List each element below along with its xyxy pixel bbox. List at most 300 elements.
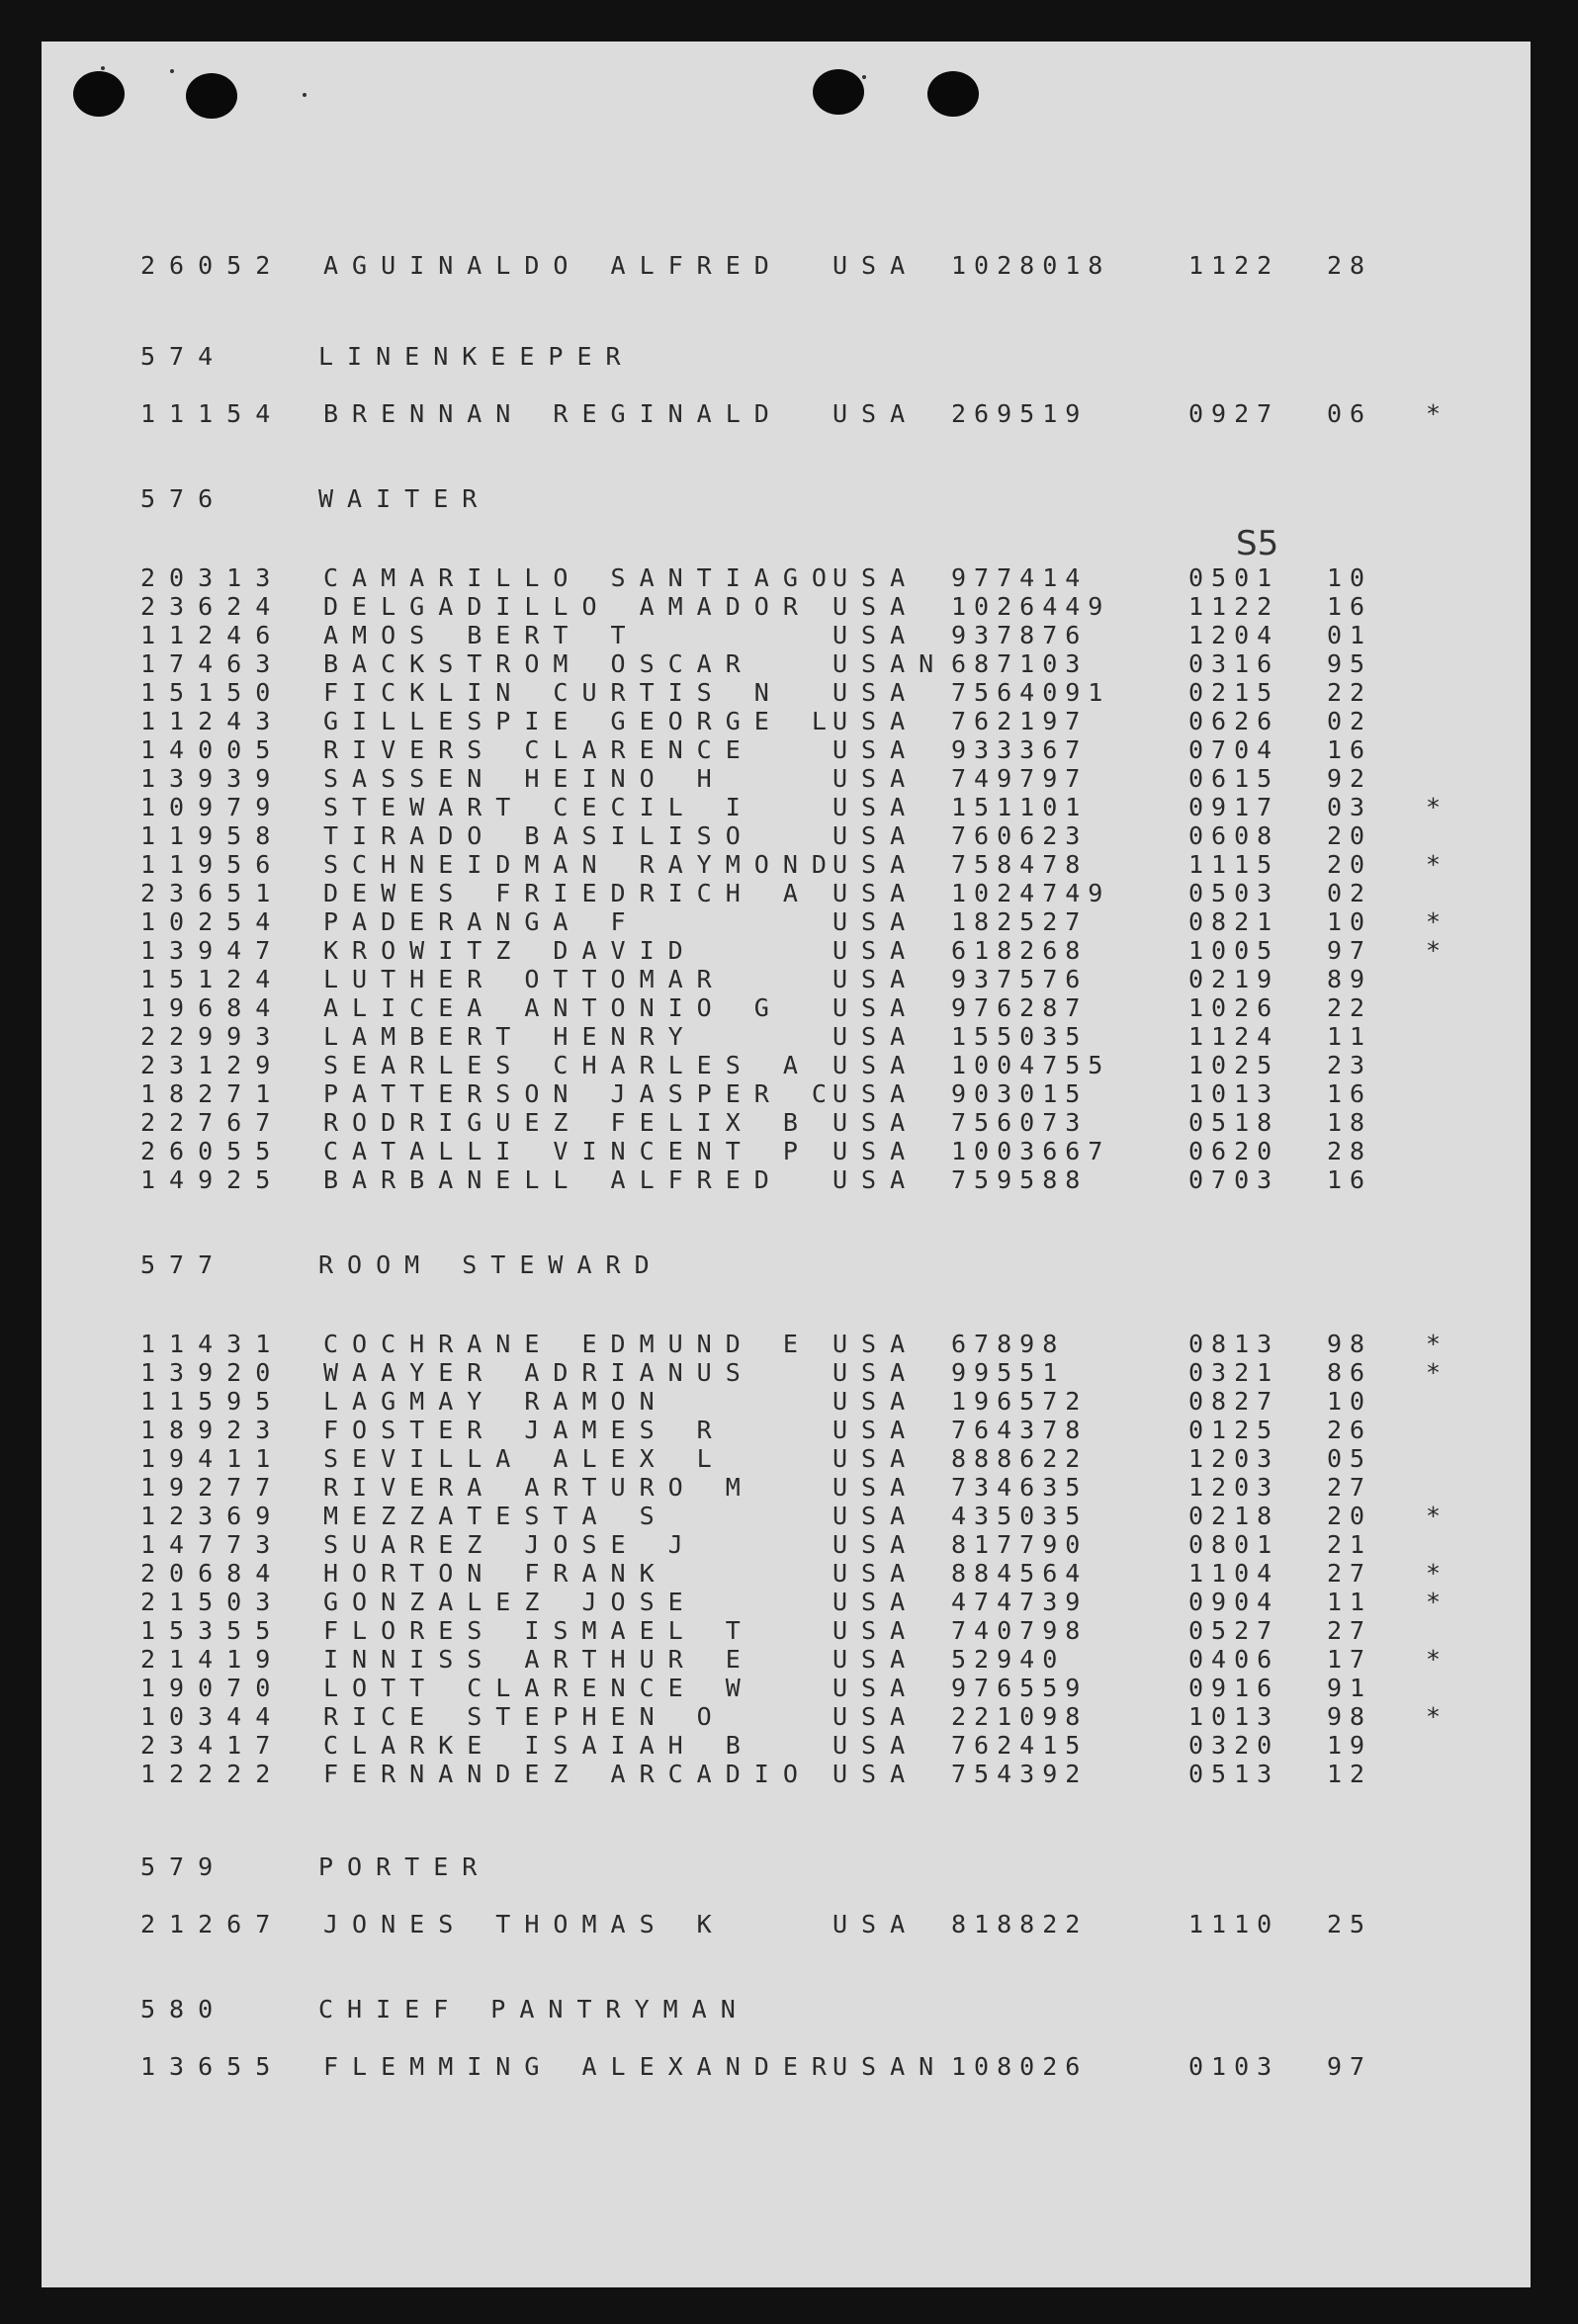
record-number: 21503 <box>140 1588 285 1616</box>
section-header <box>42 484 1531 514</box>
record-number: 26052 <box>140 251 285 280</box>
record-row <box>42 251 1531 281</box>
record-date: 1124 <box>1188 1022 1280 1051</box>
record-code: 16 <box>1327 735 1373 764</box>
record-row <box>42 735 1531 765</box>
record-row <box>42 965 1531 994</box>
record-code: 10 <box>1327 907 1373 936</box>
record-row <box>42 1910 1531 1939</box>
record-mark: * <box>1426 907 1442 936</box>
record-mark: * <box>1426 850 1442 879</box>
record-number: 14773 <box>140 1530 285 1559</box>
record-number: 12222 <box>140 1760 285 1788</box>
record-name: LAMBERT HENRY <box>323 1022 697 1051</box>
record-citizenship: USA <box>833 1588 920 1616</box>
record-citizenship: USA <box>833 1079 920 1108</box>
handwritten-mark: S5 <box>1236 524 1279 563</box>
record-name: AMOS BERT T <box>323 621 640 649</box>
record-name: SASSEN HEINO H <box>323 764 726 793</box>
record-id: 937576 <box>951 965 1089 993</box>
record-citizenship: USA <box>833 850 920 879</box>
record-name: MEZZATESTA S <box>323 1502 668 1530</box>
record-date: 0218 <box>1188 1502 1280 1530</box>
record-code: 27 <box>1327 1473 1373 1502</box>
record-id: 884564 <box>951 1559 1089 1588</box>
record-id: 196572 <box>951 1387 1089 1416</box>
record-date: 1203 <box>1188 1444 1280 1473</box>
record-code: 27 <box>1327 1559 1373 1588</box>
record-row <box>42 1702 1531 1732</box>
record-id: 1004755 <box>951 1051 1111 1079</box>
record-date: 1203 <box>1188 1473 1280 1502</box>
record-row <box>42 879 1531 908</box>
record-citizenship: USA <box>833 936 920 965</box>
record-code: 86 <box>1327 1358 1373 1387</box>
record-name: FLORES ISMAEL T <box>323 1616 754 1645</box>
record-id: 108026 <box>951 2052 1089 2081</box>
record-id: 762415 <box>951 1731 1089 1760</box>
record-name: GILLESPIE GEORGE L <box>323 707 840 735</box>
record-id: 155035 <box>951 1022 1089 1051</box>
record-code: 28 <box>1327 251 1373 280</box>
record-number: 11958 <box>140 821 285 850</box>
record-id: 151101 <box>951 793 1089 821</box>
record-name: BARBANELL ALFRED <box>323 1165 783 1194</box>
record-date: 0608 <box>1188 821 1280 850</box>
record-id: 754392 <box>951 1760 1089 1788</box>
record-row <box>42 399 1531 429</box>
section-code: 574 <box>140 342 227 371</box>
record-citizenship: USA <box>833 1444 920 1473</box>
record-code: 01 <box>1327 621 1373 649</box>
record-number: 10344 <box>140 1702 285 1731</box>
speck <box>862 75 866 79</box>
record-name: BACKSTROM OSCAR <box>323 649 754 678</box>
record-citizenship: USAN <box>833 2052 948 2081</box>
record-code: 11 <box>1327 1022 1373 1051</box>
record-name: RIVERA ARTURO M <box>323 1473 754 1502</box>
record-citizenship: USA <box>833 1137 920 1165</box>
record-date: 0620 <box>1188 1137 1280 1165</box>
record-citizenship: USA <box>833 821 920 850</box>
record-name: RIVERS CLARENCE <box>323 735 754 764</box>
record-citizenship: USA <box>833 1760 920 1788</box>
record-code: 95 <box>1327 649 1373 678</box>
record-citizenship: USA <box>833 1502 920 1530</box>
record-citizenship: USA <box>833 1473 920 1502</box>
record-number: 13920 <box>140 1358 285 1387</box>
record-code: 23 <box>1327 1051 1373 1079</box>
record-name: SCHNEIDMAN RAYMOND <box>323 850 840 879</box>
record-id: 734635 <box>951 1473 1089 1502</box>
record-number: 23417 <box>140 1731 285 1760</box>
record-row <box>42 1022 1531 1052</box>
record-row <box>42 1108 1531 1138</box>
record-mark: * <box>1426 793 1442 821</box>
record-name: FERNANDEZ ARCADIO <box>323 1760 812 1788</box>
record-mark: * <box>1426 1702 1442 1731</box>
record-citizenship: USA <box>833 1645 920 1674</box>
record-date: 0801 <box>1188 1530 1280 1559</box>
record-mark: * <box>1426 1645 1442 1674</box>
record-number: 11243 <box>140 707 285 735</box>
record-number: 11956 <box>140 850 285 879</box>
record-code: 26 <box>1327 1416 1373 1444</box>
record-date: 1005 <box>1188 936 1280 965</box>
record-id: 758478 <box>951 850 1089 879</box>
record-row <box>42 1137 1531 1166</box>
record-name: FLEMMING ALEXANDER <box>323 2052 840 2081</box>
record-name: LAGMAY RAMON <box>323 1387 668 1416</box>
record-number: 21419 <box>140 1645 285 1674</box>
record-name: SEARLES CHARLES A <box>323 1051 812 1079</box>
record-date: 0103 <box>1188 2052 1280 2081</box>
record-code: 97 <box>1327 936 1373 965</box>
record-row <box>42 649 1531 679</box>
record-number: 19277 <box>140 1473 285 1502</box>
record-number: 20313 <box>140 563 285 592</box>
record-citizenship: USA <box>833 592 920 621</box>
record-id: 1003667 <box>951 1137 1111 1165</box>
record-row <box>42 1731 1531 1761</box>
record-code: 98 <box>1327 1702 1373 1731</box>
record-code: 16 <box>1327 592 1373 621</box>
record-id: 182527 <box>951 907 1089 936</box>
record-date: 0320 <box>1188 1731 1280 1760</box>
record-name: AGUINALDO ALFRED <box>323 251 783 280</box>
record-name: BRENNAN REGINALD <box>323 399 783 428</box>
record-row <box>42 1330 1531 1359</box>
record-id: 760623 <box>951 821 1089 850</box>
record-name: COCHRANE EDMUND E <box>323 1330 812 1358</box>
record-citizenship: USA <box>833 563 920 592</box>
record-row <box>42 1444 1531 1474</box>
record-row <box>42 1387 1531 1417</box>
record-number: 14925 <box>140 1165 285 1194</box>
record-row <box>42 1616 1531 1646</box>
record-id: 977414 <box>951 563 1089 592</box>
record-code: 89 <box>1327 965 1373 993</box>
record-id: 1024749 <box>951 879 1111 907</box>
section-header <box>42 1852 1531 1882</box>
record-row <box>42 1674 1531 1703</box>
record-name: HORTON FRANK <box>323 1559 668 1588</box>
record-code: 03 <box>1327 793 1373 821</box>
record-citizenship: USA <box>833 1358 920 1387</box>
record-citizenship: USA <box>833 1387 920 1416</box>
record-name: STEWART CECIL I <box>323 793 754 821</box>
record-code: 11 <box>1327 1588 1373 1616</box>
record-name: FOSTER JAMES R <box>323 1416 726 1444</box>
record-citizenship: USA <box>833 879 920 907</box>
record-date: 0827 <box>1188 1387 1280 1416</box>
record-row <box>42 1530 1531 1560</box>
record-number: 15150 <box>140 678 285 707</box>
record-citizenship: USA <box>833 707 920 735</box>
record-citizenship: USA <box>833 1330 920 1358</box>
record-code: 16 <box>1327 1165 1373 1194</box>
record-date: 0125 <box>1188 1416 1280 1444</box>
record-number: 23129 <box>140 1051 285 1079</box>
record-code: 02 <box>1327 707 1373 735</box>
record-code: 20 <box>1327 850 1373 879</box>
record-number: 19684 <box>140 993 285 1022</box>
record-citizenship: USA <box>833 965 920 993</box>
record-date: 1122 <box>1188 592 1280 621</box>
record-row <box>42 1079 1531 1109</box>
record-number: 12369 <box>140 1502 285 1530</box>
record-number: 18271 <box>140 1079 285 1108</box>
record-date: 0813 <box>1188 1330 1280 1358</box>
record-code: 22 <box>1327 678 1373 707</box>
record-citizenship: USA <box>833 1616 920 1645</box>
record-date: 1013 <box>1188 1079 1280 1108</box>
record-name: SUAREZ JOSE J <box>323 1530 697 1559</box>
record-id: 818822 <box>951 1910 1089 1938</box>
record-citizenship: USA <box>833 735 920 764</box>
record-row <box>42 907 1531 937</box>
record-number: 14005 <box>140 735 285 764</box>
record-row <box>42 1165 1531 1195</box>
section-code: 577 <box>140 1250 227 1279</box>
record-number: 19411 <box>140 1444 285 1473</box>
record-code: 06 <box>1327 399 1373 428</box>
record-number: 11431 <box>140 1330 285 1358</box>
record-id: 976559 <box>951 1674 1089 1702</box>
record-date: 0321 <box>1188 1358 1280 1387</box>
record-name: WAAYER ADRIANUS <box>323 1358 754 1387</box>
record-number: 18923 <box>140 1416 285 1444</box>
record-name: FICKLIN CURTIS N <box>323 678 783 707</box>
record-code: 18 <box>1327 1108 1373 1137</box>
record-row <box>42 707 1531 736</box>
record-row <box>42 2052 1531 2082</box>
record-id: 1028018 <box>951 251 1111 280</box>
record-code: 20 <box>1327 821 1373 850</box>
record-date: 0917 <box>1188 793 1280 821</box>
record-date: 1110 <box>1188 1910 1280 1938</box>
record-row <box>42 1645 1531 1675</box>
record-code: 02 <box>1327 879 1373 907</box>
record-id: 903015 <box>951 1079 1089 1108</box>
record-date: 0704 <box>1188 735 1280 764</box>
record-row <box>42 1588 1531 1617</box>
record-code: 10 <box>1327 1387 1373 1416</box>
record-row <box>42 936 1531 966</box>
record-date: 0503 <box>1188 879 1280 907</box>
speck <box>303 93 307 97</box>
record-citizenship: USA <box>833 793 920 821</box>
record-date: 1115 <box>1188 850 1280 879</box>
record-row <box>42 1416 1531 1445</box>
section-header <box>42 1995 1531 2024</box>
section-title: PORTER <box>318 1852 491 1881</box>
record-id: 269519 <box>951 399 1089 428</box>
record-code: 05 <box>1327 1444 1373 1473</box>
record-id: 474739 <box>951 1588 1089 1616</box>
record-date: 0904 <box>1188 1588 1280 1616</box>
record-mark: * <box>1426 1559 1442 1588</box>
record-citizenship: USA <box>833 1108 920 1137</box>
record-name: RICE STEPHEN O <box>323 1702 726 1731</box>
record-name: CATALLI VINCENT P <box>323 1137 812 1165</box>
record-date: 0513 <box>1188 1760 1280 1788</box>
record-citizenship: USA <box>833 1910 920 1938</box>
record-code: 12 <box>1327 1760 1373 1788</box>
record-number: 21267 <box>140 1910 285 1938</box>
section-header <box>42 342 1531 372</box>
record-number: 20684 <box>140 1559 285 1588</box>
record-row <box>42 621 1531 650</box>
record-date: 0527 <box>1188 1616 1280 1645</box>
record-name: DEWES FRIEDRICH A <box>323 879 812 907</box>
record-id: 52940 <box>951 1645 1066 1674</box>
record-date: 0703 <box>1188 1165 1280 1194</box>
record-row <box>42 1473 1531 1503</box>
record-citizenship: USA <box>833 1731 920 1760</box>
record-id: 759588 <box>951 1165 1089 1194</box>
section-title: LINENKEEPER <box>318 342 635 371</box>
record-number: 26055 <box>140 1137 285 1165</box>
record-date: 1025 <box>1188 1051 1280 1079</box>
record-number: 15124 <box>140 965 285 993</box>
record-date: 1104 <box>1188 1559 1280 1588</box>
record-date: 1204 <box>1188 621 1280 649</box>
record-row <box>42 764 1531 794</box>
record-citizenship: USA <box>833 764 920 793</box>
record-code: 17 <box>1327 1645 1373 1674</box>
record-name: PATTERSON JASPER C <box>323 1079 840 1108</box>
record-number: 23624 <box>140 592 285 621</box>
record-id: 99551 <box>951 1358 1066 1387</box>
record-code: 92 <box>1327 764 1373 793</box>
section-title: CHIEF PANTRYMAN <box>318 1995 749 2023</box>
record-mark: * <box>1426 1358 1442 1387</box>
record-date: 0615 <box>1188 764 1280 793</box>
record-date: 1026 <box>1188 993 1280 1022</box>
record-citizenship: USA <box>833 1416 920 1444</box>
record-date: 0501 <box>1188 563 1280 592</box>
record-number: 10979 <box>140 793 285 821</box>
record-code: 27 <box>1327 1616 1373 1645</box>
record-row <box>42 592 1531 622</box>
record-name: DELGADILLO AMADOR <box>323 592 812 621</box>
punch-hole <box>813 69 864 115</box>
record-number: 13947 <box>140 936 285 965</box>
record-name: JONES THOMAS K <box>323 1910 726 1938</box>
record-id: 1026449 <box>951 592 1111 621</box>
record-code: 91 <box>1327 1674 1373 1702</box>
document-page <box>42 42 1531 2287</box>
record-date: 0927 <box>1188 399 1280 428</box>
record-code: 21 <box>1327 1530 1373 1559</box>
record-mark: * <box>1426 1502 1442 1530</box>
record-date: 0916 <box>1188 1674 1280 1702</box>
record-name: SEVILLA ALEX L <box>323 1444 726 1473</box>
record-number: 22767 <box>140 1108 285 1137</box>
record-row <box>42 821 1531 851</box>
record-code: 19 <box>1327 1731 1373 1760</box>
punch-hole <box>927 71 979 117</box>
record-citizenship: USA <box>833 251 920 280</box>
record-number: 10254 <box>140 907 285 936</box>
record-code: 10 <box>1327 563 1373 592</box>
record-id: 7564091 <box>951 678 1111 707</box>
speck <box>101 66 105 70</box>
record-citizenship: USA <box>833 1674 920 1702</box>
record-row <box>42 993 1531 1023</box>
section-header <box>42 1250 1531 1280</box>
record-number: 22993 <box>140 1022 285 1051</box>
record-code: 97 <box>1327 2052 1373 2081</box>
record-id: 67898 <box>951 1330 1066 1358</box>
record-mark: * <box>1426 1588 1442 1616</box>
record-date: 0215 <box>1188 678 1280 707</box>
record-date: 0518 <box>1188 1108 1280 1137</box>
record-code: 98 <box>1327 1330 1373 1358</box>
record-number: 11595 <box>140 1387 285 1416</box>
record-code: 20 <box>1327 1502 1373 1530</box>
record-row <box>42 1358 1531 1388</box>
record-row <box>42 793 1531 822</box>
record-date: 1013 <box>1188 1702 1280 1731</box>
record-code: 25 <box>1327 1910 1373 1938</box>
record-mark: * <box>1426 936 1442 965</box>
record-citizenship: USA <box>833 621 920 649</box>
record-name: TIRADO BASILISO <box>323 821 754 850</box>
record-name: GONZALEZ JOSE <box>323 1588 697 1616</box>
record-citizenship: USA <box>833 678 920 707</box>
record-id: 756073 <box>951 1108 1089 1137</box>
record-date: 0316 <box>1188 649 1280 678</box>
punch-hole <box>73 71 125 117</box>
record-date: 1122 <box>1188 251 1280 280</box>
record-name: CLARKE ISAIAH B <box>323 1731 754 1760</box>
record-name: LUTHER OTTOMAR <box>323 965 726 993</box>
record-id: 764378 <box>951 1416 1089 1444</box>
record-id: 888622 <box>951 1444 1089 1473</box>
record-name: ALICEA ANTONIO G <box>323 993 783 1022</box>
record-id: 749797 <box>951 764 1089 793</box>
record-id: 435035 <box>951 1502 1089 1530</box>
record-date: 0626 <box>1188 707 1280 735</box>
record-row <box>42 1051 1531 1080</box>
record-number: 13655 <box>140 2052 285 2081</box>
section-code: 576 <box>140 484 227 513</box>
record-id: 817790 <box>951 1530 1089 1559</box>
record-row <box>42 1760 1531 1789</box>
record-code: 28 <box>1327 1137 1373 1165</box>
punch-hole <box>186 73 237 119</box>
record-number: 19070 <box>140 1674 285 1702</box>
record-citizenship: USA <box>833 907 920 936</box>
record-number: 23651 <box>140 879 285 907</box>
record-row <box>42 678 1531 708</box>
record-name: CAMARILLO SANTIAGO <box>323 563 840 592</box>
record-id: 740798 <box>951 1616 1089 1645</box>
record-number: 13939 <box>140 764 285 793</box>
record-row <box>42 1502 1531 1531</box>
record-date: 0219 <box>1188 965 1280 993</box>
record-citizenship: USA <box>833 993 920 1022</box>
record-citizenship: USA <box>833 399 920 428</box>
record-code: 16 <box>1327 1079 1373 1108</box>
record-id: 618268 <box>951 936 1089 965</box>
record-number: 11154 <box>140 399 285 428</box>
record-citizenship: USA <box>833 1022 920 1051</box>
section-code: 580 <box>140 1995 227 2023</box>
record-name: KROWITZ DAVID <box>323 936 697 965</box>
